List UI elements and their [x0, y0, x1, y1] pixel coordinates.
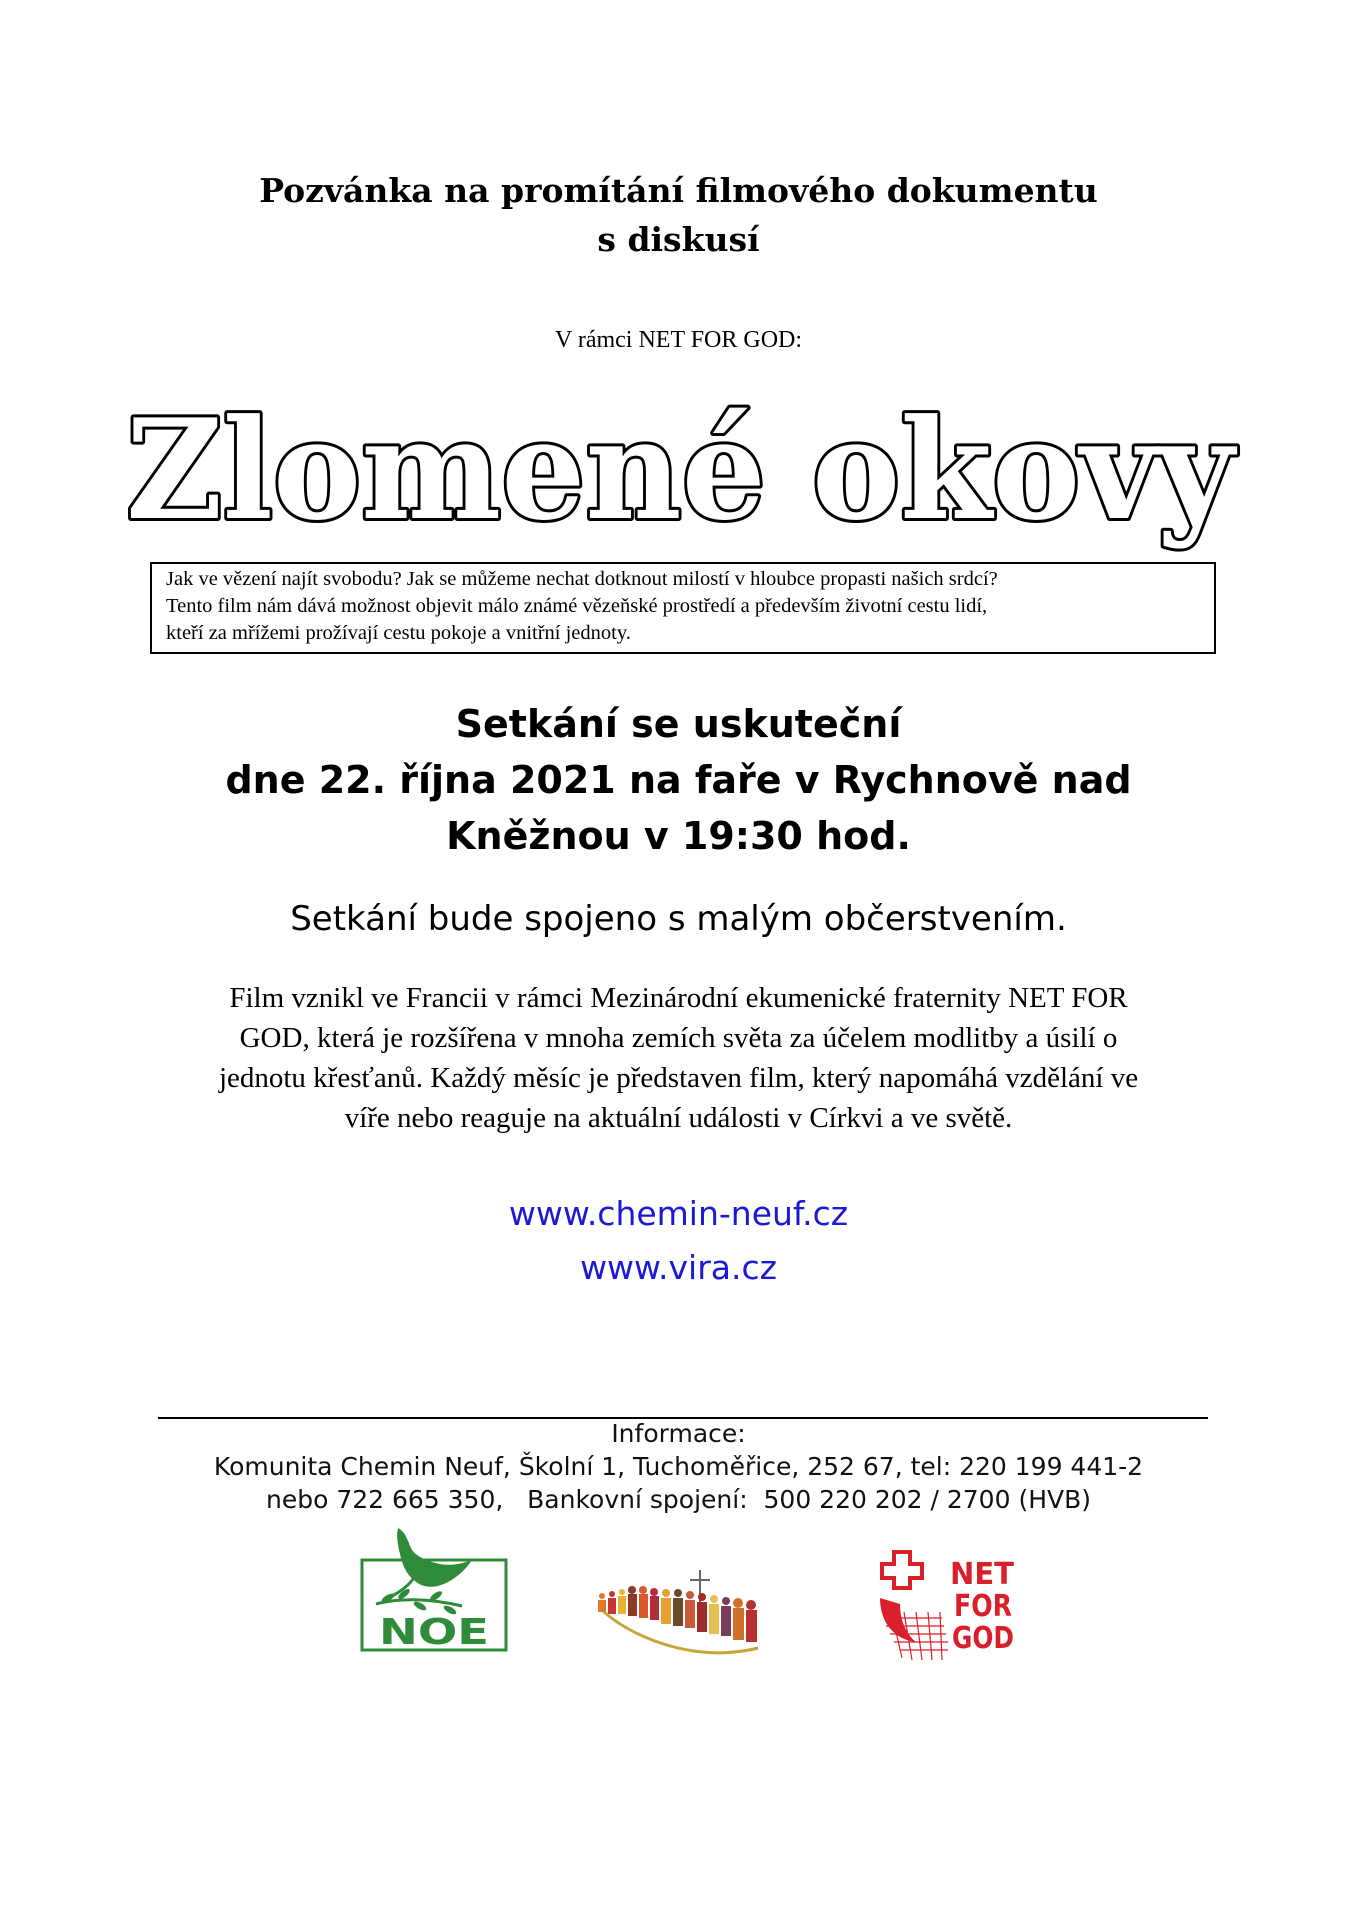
net-for-god-logo: [872, 1548, 1022, 1666]
film-description-line2: Tento film nám dává možnost objevit málo známé vězeňské prostředí a především životní cestu lidí,: [166, 595, 988, 617]
web-links: [0, 1187, 1357, 1295]
film-title: [110, 390, 1250, 560]
film-description-box: [150, 562, 1216, 654]
about-line3: jednotu křesťanů. Každý měsíc je představen film, který napomáhá vzdělání ve: [218, 1062, 1139, 1094]
about-line4: víře nebo reaguje na aktuální události v Církvi a ve světě.: [344, 1102, 1013, 1134]
noe-logo-text: NOE: [379, 1612, 489, 1653]
cross-fish-icon: [880, 1552, 948, 1660]
procession-logo: [592, 1568, 764, 1666]
info-line1: Komunita Chemin Neuf, Školní 1, Tuchoměřice, 252 67, tel: 220 199 441-2: [213, 1452, 1144, 1481]
net-for-god-text-god: GOD: [952, 1621, 1014, 1656]
film-description-line3: kteří za mřížemi prožívají cestu pokoje a vnitřní jednoty.: [166, 622, 631, 644]
about-line1: Film vznikl ve Francii v rámci Mezinárodní ekumenické fraternity NET FOR: [229, 982, 1128, 1014]
procession-icon: [598, 1570, 758, 1653]
meeting-line2: dne 22. října 2021 na faře v Rychnově nad: [225, 758, 1132, 802]
about-film: [0, 978, 1357, 1138]
invitation-heading-line1: Pozvánka na promítání filmového dokumentu: [259, 171, 1098, 210]
info-label: Informace:: [611, 1419, 746, 1448]
about-line2: GOD, která je rozšířena v mnoha zemích světa za účelem modlitby a úsilí o: [239, 1022, 1118, 1054]
invitation-heading: [0, 166, 1357, 264]
contact-info: [0, 1417, 1357, 1516]
intro-text: V rámci NET FOR GOD:: [554, 327, 803, 353]
refreshment-note: Setkání bude spojeno s malým občerstvením.: [290, 899, 1067, 939]
info-line2: nebo 722 665 350, Bankovní spojení: 500 220 202 / 2700 (HVB): [265, 1485, 1091, 1514]
film-title-text: Zlomené okovy: [126, 388, 1238, 551]
link-chemin-neuf[interactable]: www.chemin-neuf.cz: [508, 1194, 849, 1233]
invitation-heading-line2: s diskusí: [597, 220, 760, 259]
meeting-line3: Kněžnou v 19:30 hod.: [446, 814, 911, 858]
meeting-line1: Setkání se uskuteční: [455, 702, 902, 746]
link-vira[interactable]: www.vira.cz: [580, 1248, 777, 1287]
net-for-god-text-for: FOR: [954, 1589, 1012, 1624]
noe-logo: [358, 1528, 510, 1654]
meeting-details: [0, 696, 1357, 864]
film-description-line1: Jak ve vězení najít svobodu? Jak se můžeme nechat dotknout milostí v hloubce propasti našich srdcí?: [166, 568, 998, 590]
net-for-god-text-net: NET: [950, 1557, 1015, 1592]
